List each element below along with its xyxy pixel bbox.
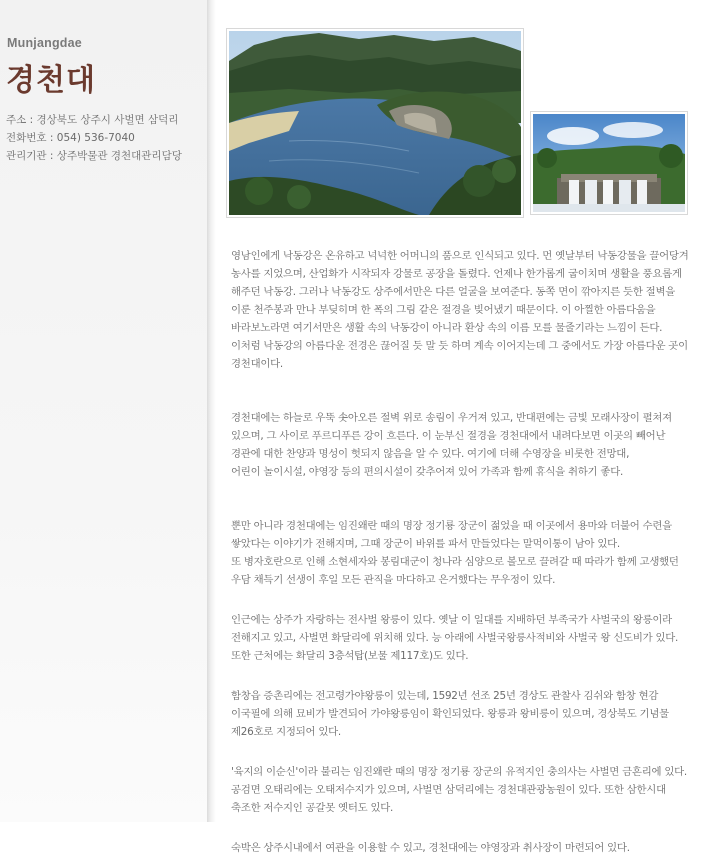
text-line: 공검면 오태리에는 오태저수지가 있으며, 사벌면 삼덕리에는 경천대관광농원이 있다. 또한 삼한시대	[231, 784, 666, 796]
paragraph-2	[231, 409, 721, 481]
text-line: 축조한 저수지인 공갈못 옛터도 있다.	[231, 802, 394, 814]
agency-separator: :	[46, 150, 57, 162]
address-row	[6, 111, 182, 129]
place-info	[6, 111, 182, 165]
paragraph-4	[231, 611, 721, 665]
paragraph-spacer	[231, 589, 721, 611]
paragraph-3	[231, 517, 721, 589]
text-line: 전해지고 있고, 사벌면 화달리에 위치해 있다. 능 아래에 사벌국왕릉사적비와 사벌국 왕 신도비가 있다.	[231, 632, 679, 644]
river-landscape-photo	[226, 28, 524, 218]
text-line: 또 병자호란으로 인해 소현세자와 봉림대군이 청나라 심양으로 볼모로 끌려갈 때 따라가 함께 고생했던	[231, 556, 679, 568]
agency-row	[6, 147, 182, 165]
address-separator: :	[26, 114, 37, 126]
text-line: 우담 채득기 선생이 후일 모든 관직을 마다하고 은거했다는 무우정이 있다.	[231, 574, 556, 586]
phone-row	[6, 129, 182, 147]
text-line: 제26호로 지정되어 있다.	[231, 726, 341, 738]
description	[231, 247, 721, 857]
sidebar-divider	[207, 0, 216, 822]
text-line: 숙박은 상주시내에서 여관을 이용할 수 있고, 경천대에는 야영장과 취사장이 마련되어 있다.	[231, 842, 630, 854]
text-line: 인근에는 상주가 자랑하는 전사벌 왕릉이 있다. 옛날 이 일대를 지배하던 부족국가 사벌국의 왕릉이라	[231, 614, 672, 626]
text-line: 함창읍 증촌리에는 전고령가야왕릉이 있는데, 1592년 선조 25년 경상도 관찰사 김쉬와 함창 현감	[231, 690, 659, 702]
text-line: 해주던 낙동강. 그러나 낙동강도 상주에서만은 다른 얼굴을 보여준다. 동쪽 면이 깎아지른 듯한 절벽을	[231, 286, 676, 298]
text-line: 뿐만 아니라 경천대에는 임진왜란 때의 명장 정기룡 장군이 젊었을 때 이곳에서 용마와 더불어 수련을	[231, 520, 672, 532]
phone-label: 전화번호	[6, 132, 47, 144]
paragraph-5	[231, 687, 721, 741]
phone-separator: :	[46, 132, 57, 144]
paragraph-1	[231, 247, 721, 373]
text-line: '육지의 이순신'이라 불리는 임진왜란 때의 명장 정기룡 장군의 유적지인 충의사는 사벌면 금흔리에 있다.	[231, 766, 687, 778]
paragraph-6	[231, 763, 721, 817]
waterfall-photo	[530, 111, 688, 215]
text-line: 바라보노라면 여기서만은 생활 속의 낙동강이 아니라 환상 속의 이름 모를 물줄기라는 느낌이 든다.	[231, 322, 663, 334]
paragraph-spacer	[231, 741, 721, 763]
agency-label: 관리기관	[6, 150, 47, 162]
text-line: 또한 근처에는 화달리 3층석탑(보물 제117호)도 있다.	[231, 650, 469, 662]
agency-value: 상주박물관 경천대관리담당	[56, 150, 182, 162]
place-title: 경천대	[6, 63, 96, 98]
paragraph-spacer	[231, 665, 721, 687]
waterfall-icon	[533, 114, 685, 212]
paragraph-spacer	[231, 373, 721, 409]
text-line: 있으며, 그 사이로 푸르디푸른 강이 흐른다. 이 눈부신 절경을 경천대에서 내려다보면 이곳의 빼어난	[231, 430, 666, 442]
text-line: 경관에 대한 찬양과 명성이 헛되지 않음을 알 수 있다. 여기에 더해 수영장을 비롯한 전망대,	[231, 448, 630, 460]
address-value: 경상북도 상주시 사벌면 삼덕리	[36, 114, 179, 126]
text-line: 이국필에 의해 묘비가 발견되어 가야왕릉임이 확인되었다. 왕릉과 왕비릉이 있으며, 경상북도 기념물	[231, 708, 669, 720]
text-line: 경천대이다.	[231, 358, 283, 370]
river-landscape-icon	[229, 31, 521, 215]
text-line: 농사를 지었으며, 산업화가 시작되자 강물로 공장을 돌렸다. 언제나 한가롭게 굽이치며 생활을 풍요롭게	[231, 268, 682, 280]
text-line: 어린이 놀이시설, 야영장 등의 편의시설이 갖추어져 있어 가족과 함께 휴식을 취하기 좋다.	[231, 466, 624, 478]
paragraph-7	[231, 839, 721, 857]
paragraph-spacer	[231, 817, 721, 839]
text-line: 이룬 천주봉과 만나 부딪히며 한 폭의 그림 같은 절경을 빚어냈기 때문이다. 이 아찔한 아름다움을	[231, 304, 656, 316]
text-line: 경천대에는 하늘로 우뚝 솟아오른 절벽 위로 송림이 우거져 있고, 반대편에는 금빛 모래사장이 펼쳐져	[231, 412, 672, 424]
sidebar	[0, 0, 207, 822]
paragraph-spacer	[231, 481, 721, 517]
phone-value: 054) 536-7040	[56, 132, 135, 144]
text-line: 영남인에게 낙동강은 온유하고 넉넉한 어머니의 품으로 인식되고 있다. 먼 옛날부터 낙동강물을 끌어당겨	[231, 250, 689, 262]
text-line: 쌓았다는 이야기가 전해지며, 그때 장군이 바위를 파서 만들었다는 말먹이통이 남아 있다.	[231, 538, 620, 550]
text-line: 이처럼 낙동강의 아름다운 전경은 끊어질 듯 말 듯 하며 계속 이어지는데 그 중에서도 가장 아름다운 곳이	[231, 340, 688, 352]
place-roman-name: Munjangdae	[7, 36, 82, 50]
address-label: 주소	[6, 114, 27, 126]
